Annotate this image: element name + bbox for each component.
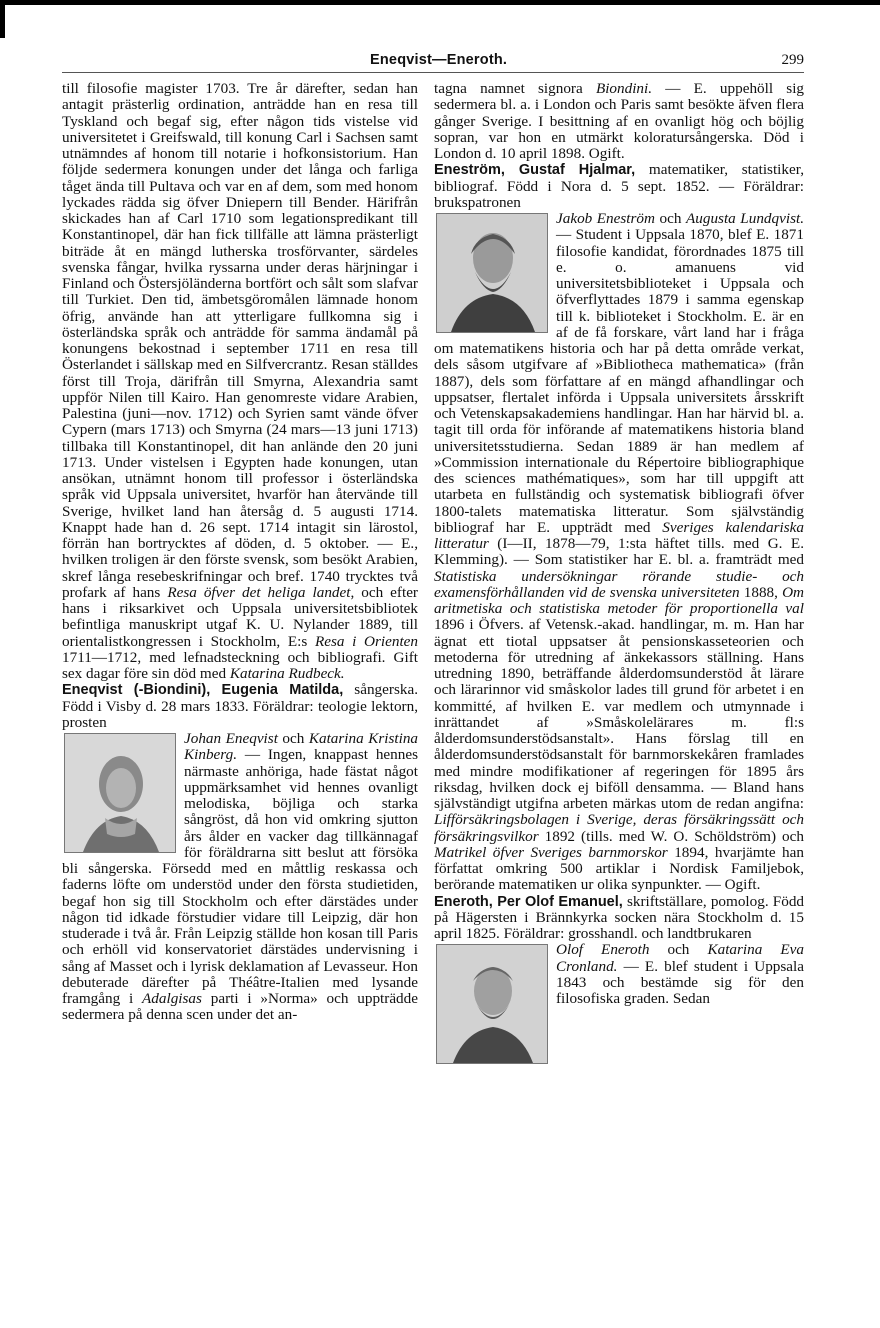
entry-enestrom-body: Jakob Eneström och Augusta Lundqvist. — Student i Uppsala 1870, blef E. 1871 filosofie kandidat, förordnades 1875 till e. o. amanuens vid universitetsbiblioteket i Uppsala och öfverflyttades 1879 i samma egenskap till k. biblioteket i Stockholm. E. är en af de få forskare, vårt land har i fråga om matematikens historia och har på detta område verkat, dels såsom utgifvare af »Bibliotheca mathematica» (från 1887), dels som författare af en mängd afhandlingar och uppsatser, flertalet införda i Uppsala universitets årsskrift och Vetenskapsakademiens handlingar. Han har härvid bl. a. tagit till orda för införande af matematikens historia bland universitetsstudierna. Sedan 1889 är han medlem af »Commission internationale du Répertoire bibliographique des sciences mathématiques», som har till uppgift att utarbeta en fullständig och systematisk bibliografi öfver 1800-talets matematiska litteratur. Som självständig bibliograf har E. uppträdt med Sveriges kalendariska litteratur (I—II, 1878—79, 1:sta häftet tills. med G. E. Klemming). — Som statistiker har E. bl. a. framträdt med Statistiska undersökningar rörande studie- och examensförhållanden vid de svenska universiteten 1888, Om aritmetiska och statistiska metoder för proportionella val 1896 i Öfvers. af Vetensk.-akad. handlingar, m. m. Han har ägnat ett tiotal uppsatser åt pensionskasseteorien och metoderna för utredning af änkekassors ställning. Hans utredning 1890, beträffande ålderdomsunderstöd åt lärare och lärarinnor vid småskolor lades till grund för arbetet i en kommitté, af hvilken E. var medlem och utmynnade i inrättandet af »Småskolelärares m. fl:s ålderdomsunderstödsanstalt». Hans förslag till en ålderdomsunderstödsanstalt för barnmorskekåren framlades med mindre modifikationer af regeringen för 1895 års riksdag, hvilken dock ej biföll densamma. — Bland hans självständigt utgifna arbeten märkas utom de redan angifna: Lifförsäkringsbolagen i Sverige, deras försäkringssätt och försäkringsvilkor 1892 (tills. med W. O. Schöldström) och Matrikel öfver Sveriges barnmorskor 1894, hvarjämte han författat omkring 500 artiklar i Nordisk Familjebok, berörande matematiken ur olika synpunkter. — Ogift. [434, 210, 804, 894]
headword: Eneqvist (-Biondini), Eugenia Matilda, [62, 682, 344, 699]
entry-eneroth-body: Olof Eneroth och Katarina Eva Cronland. — E. blef student i Uppsala 1843 och bestämde sig för den filosofiska graden. Sedan [434, 942, 804, 1007]
scan-edge-left [0, 0, 5, 38]
left-column [62, 81, 418, 1024]
right-column [434, 81, 804, 1066]
entry-continuation-right: tagna namnet signora Biondini. — E. uppehöll sig sedermera bl. a. i London och Paris samt besökte äfven flera gånger Sverige. I besittning af en ovanligt hög och böjlig sopran, var hon en utmärkt koloratursångerska. Död i London d. 10 april 1898. Ogift. [434, 80, 805, 162]
scan-edge-top [0, 0, 880, 5]
entry-eneroth: Eneroth, Per Olof Emanuel, skriftställare, pomolog. Född på Hägersten i Brännkyrka socken nära Stockholm d. 15 april 1825. Föräldrar: grosshandl. och landtbrukaren [434, 892, 805, 942]
entry-enestrom: Eneström, Gustaf Hjalmar, matematiker, statistiker, bibliograf. Född i Nora d. 5 sept. 1852. — Föräldrar: brukspatronen [434, 161, 804, 211]
running-head: Eneqvist—Eneroth. [370, 52, 508, 68]
headword: Eneström, Gustaf Hjalmar, [434, 162, 636, 179]
portrait-woman-image [65, 734, 175, 852]
entry-eneqvist: Eneqvist (-Biondini), Eugenia Matilda, sångerska. Född i Visby d. 28 mars 1833. Föräldrar: teologie lektorn, prosten [62, 681, 418, 731]
portrait-man-image [437, 945, 547, 1063]
portrait-eugenia-eneqvist [64, 733, 176, 853]
headword: Eneroth, Per Olof Emanuel, [434, 893, 623, 910]
portrait-gustaf-enestrom [436, 213, 548, 333]
portrait-per-olof-eneroth [436, 944, 548, 1064]
page-number: 299 [781, 52, 804, 68]
header-rule [62, 72, 804, 73]
portrait-man-image [437, 214, 547, 332]
entry-continuation: till filosofie magister 1703. Tre år därefter, sedan han antagit prästerlig ordination, anträdde han en resa till Tyskland och begaf sig, efter någon tids vistelse vid universitetet i Greifswald, till konung Carl i Sachsen samt utnämndes af honom till notarie i hofkonsistorium. Han följde sedermera konungen under det långa och farliga tåget ända till Pultava och var en af dem, som med honom lyckades rädda sig öfver Dniepern till Bender. Härifrån skickades han af Carl 1710 som legationspredikant till Konstantinopel, där han fick tillfälle att lämna prästerligt biträde åt en mängd lutherska trosförvanter, särdeles svenska fångar, hvilka ryssarna under deras härjningar i Finland och Östersjöländerna bortfört och sålt som slafvar till Turkiet. Den tid, ämbetsgöromålen lämnade honom öfrig, använde han att ytterligare fullkomna sig i österländska språk och anträdde för samma ändamål på konungens bekostnad i september 1711 en resa till Österlandet i sällskap med en Silfvercrantz. Resan ställdes först till Troja, därifrån till Smyrna, Alexandria samt uppför Nilen till Kairo. Han genomreste vidare Arabien, Palestina (juni—nov. 1712) och Syrien samt vände öfver Cypern (mars 1713) och Smyrna (24 mars—13 juni 1713) tillbaka till Konstantinopel, dit han anlände den 20 juni 1713. Under vistelsen i Egypten hade konungen, utan ansökan, utnämnt honom till professor i österländska språk vid Uppsala universitet, hvarför han återvände till Sverige, hvilket land han återsåg d. 5 augusti 1714. Knappt hade han d. 26 sept. 1714 intagit sin lärostol, förrän han bortrycktes af döden, d. 5 oktober. — E., hvilken troligen är den förste svensk, som besökt Arabien, skref långa resebeskrifningar och bref. 1740 trycktes två profark af hans Resa öfver det heliga landet, och efter hans i riksarkivet och Uppsala universitetsbibliotek befintliga manuskript utgaf K. U. Nylander 1889, till orientalistkongressen i Stockholm, E:s Resa i Orienten 1711—1712, med lefnadsteckning och bibliografi. Gift sex dagar före sin död med Katarina Rudbeck. [62, 80, 418, 682]
entry-eneqvist-body: Johan Eneqvist och Katarina Kristina Kinberg. — Ingen, knappast hennes närmaste anhöriga, hade fästat något uppmärksamhet vid hennes ovanligt melodiska, böjliga och starka sångröst, då hon vid omkring sjutton års ålder en vacker dag tillkännagaf för föräldrarna sitt beslut att försöka bli sångerska. Försedd med en måttlig reskassa och faderns löfte om understöd under den första studietiden, begaf hon sig till Stockholm och efter därstädes under någon tid idkade förstudier vidare till Leipzig, där hon studerade i två år. Från Leipzig ställde hon kosan till Paris och erhöll vid konservatoriet därstädes undervisning i sång af Masset och i lyrisk deklamation af Levasseur. Hon debuterade därefter på Théâtre-Italien med lysande framgång i Adalgisas parti i »Norma» och uppträdde sedermera på denna scen under det an- [62, 730, 419, 1024]
